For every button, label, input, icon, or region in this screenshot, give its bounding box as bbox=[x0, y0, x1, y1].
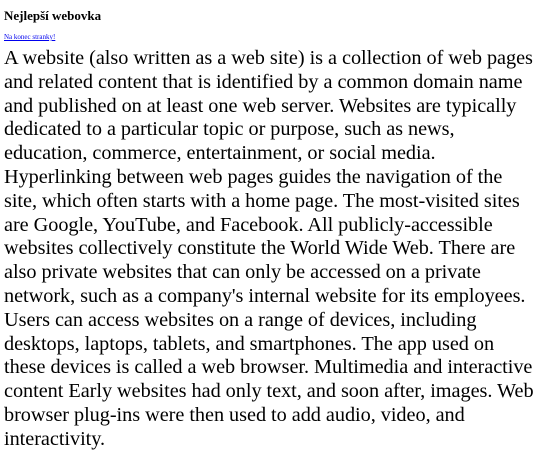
body-paragraph: A website (also written as a web site) is a collection of web pages and related content that is identified by a common domain name and published on at least one web server. Websites are typically dedicated to a particular topic or purpose, such as news, education, commerce, entertainment, or social media. Hyperlinking between web pages guides the navigation of the site, which often starts with a home page. The most-visited sites are Google, YouTube, and Facebook. All publicly-accessible websites collectively constitute the World Wide Web. There are also private websites that can only be accessed on a private network, such as a company's internal website for its employees. Users can access websites on a range of devices, including desktops, laptops, tablets, and smartphones. The app used on these devices is called a web browser. Multimedia and interactive content Early websites had only text, and soon after, images. Web browser plug-ins were then used to add audio, video, and interactivity. bbox=[4, 47, 534, 450]
skip-to-bottom-link[interactable]: Na konec stranky! bbox=[4, 33, 56, 41]
page-title: Nejlepší webovka bbox=[4, 8, 102, 23]
